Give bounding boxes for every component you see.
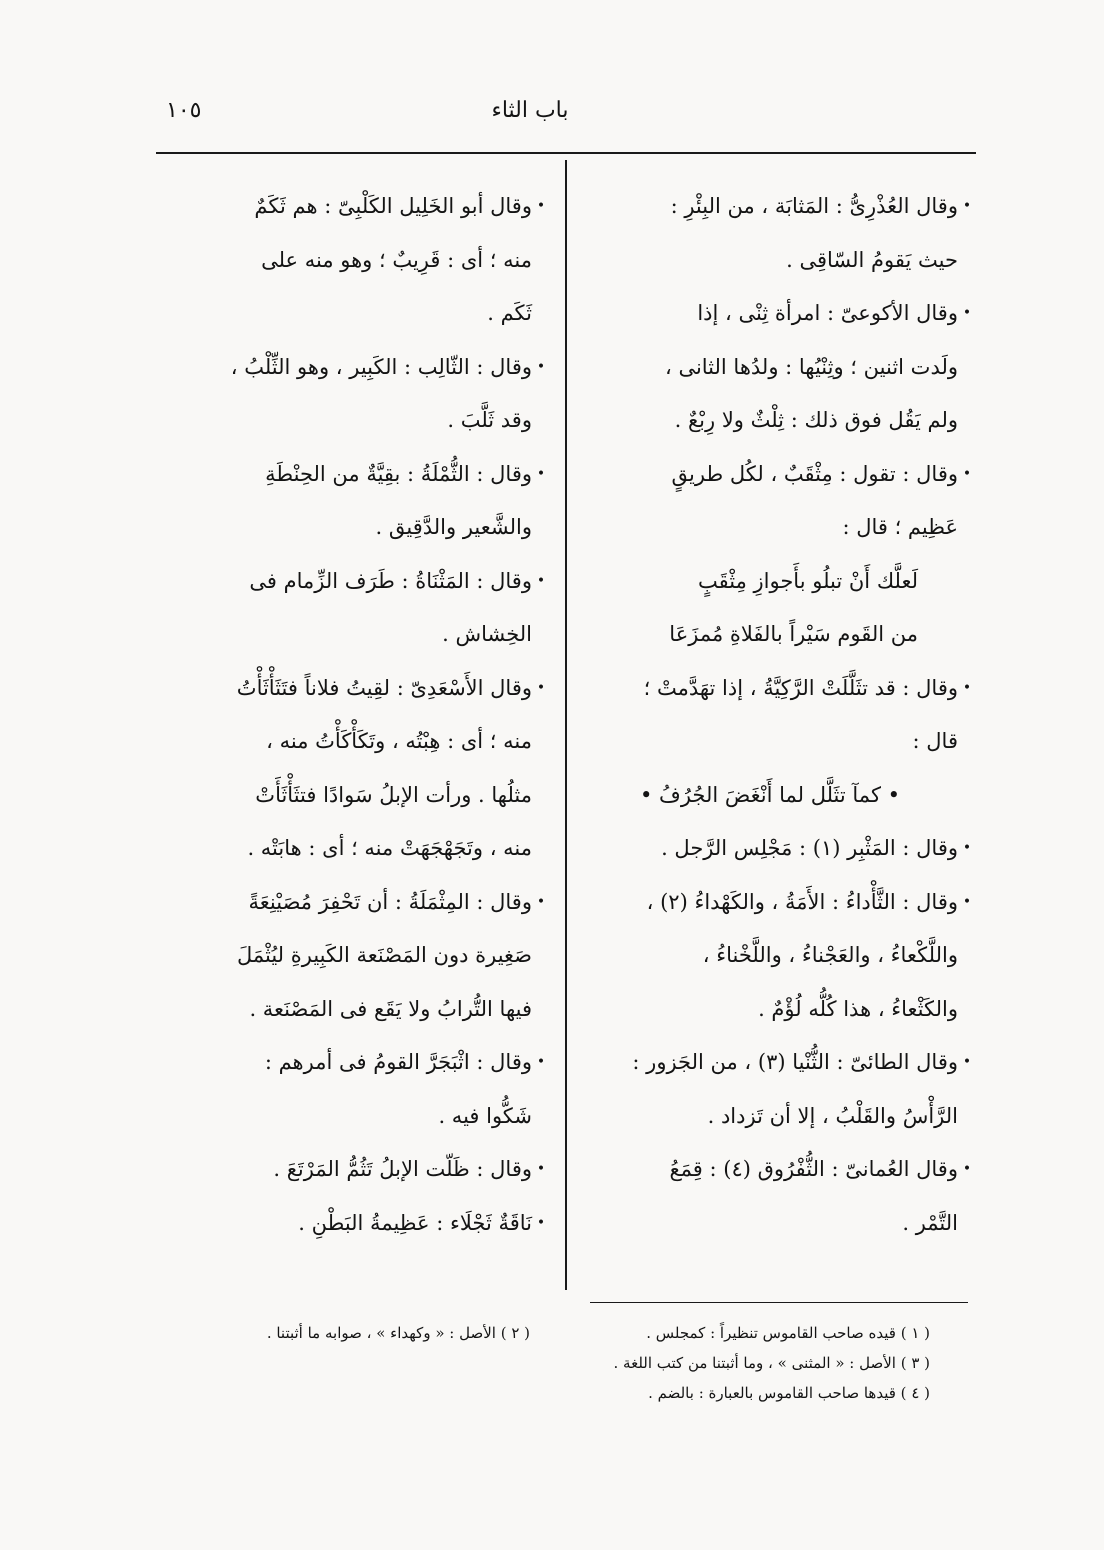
entry-bullet: • bbox=[536, 572, 546, 589]
entry-line bbox=[582, 180, 976, 234]
entry-text: وقال : الثَّأْداءُ : الأَمَةُ ، والكَهْداءُ (٢) ، bbox=[646, 889, 958, 914]
entry-text: وقال : تقول : مِثْقَبٌ ، لكُل طريقٍ bbox=[671, 461, 958, 486]
entry-bullet: • bbox=[962, 1161, 972, 1177]
footnotes-right bbox=[560, 1318, 930, 1408]
entry-bullet: • bbox=[962, 679, 972, 696]
entry-text: وقال العُمانىّ : الثُّفْرُوق (٤) : قِمَعُ bbox=[669, 1157, 958, 1181]
entry-bullet: • bbox=[962, 840, 972, 856]
entry-text: الخِشاش . bbox=[442, 622, 532, 646]
entry-bullet: • bbox=[536, 1214, 546, 1231]
entry-text: وقال : اثْبَجَرَّ القومُ فى أمرهم : bbox=[264, 1050, 532, 1074]
header-rule bbox=[156, 152, 976, 154]
entry-text: نَاقَةٌ ثَجْلَاء : عَظِيمةُ البَطْنِ . bbox=[298, 1210, 532, 1235]
entry-text: التَّمْر . bbox=[902, 1210, 958, 1235]
entry-line bbox=[150, 234, 550, 288]
entry-text: وقال أبو الخَلِيل الكَلْبِىّ : هم ثَكَمٌ bbox=[254, 194, 532, 218]
entry-text: والشَّعير والدَّقِيق . bbox=[375, 515, 532, 539]
entry-bullet: • bbox=[536, 1054, 546, 1070]
entry-line bbox=[150, 822, 550, 876]
entry-bullet: • bbox=[536, 893, 546, 910]
entry-text: صَغِيرة دون المَصْنَعة الكَبِيرةِ ليُثْمَلَ bbox=[236, 943, 532, 967]
entry-line bbox=[582, 608, 976, 662]
entry-line bbox=[582, 929, 976, 983]
entry-bullet: • bbox=[536, 465, 546, 482]
footnote: ( ٣ ) الأصل : « المثنى » ، وما أثبتنا من كتب اللغة . bbox=[613, 1354, 930, 1372]
entry-text: قال : bbox=[912, 729, 958, 753]
entry-line bbox=[150, 448, 550, 502]
entry-line bbox=[150, 180, 550, 234]
entry-line bbox=[150, 1143, 550, 1197]
footnote-rule bbox=[590, 1302, 968, 1303]
entry-line bbox=[150, 876, 550, 930]
entry-text: مثلُها . ورأت الإبلُ سَوادًا فتثَأْثَأَتْ bbox=[255, 782, 532, 807]
entry-text: وقال : المَثْبِر (١) : مَجْلِس الرَّجل . bbox=[661, 836, 958, 860]
entry-text: فيها التُّرابُ ولا يَقَع فى المَصْنَعة . bbox=[249, 996, 532, 1021]
entry-line bbox=[150, 1197, 550, 1251]
entry-line bbox=[582, 341, 976, 395]
entry-line bbox=[582, 876, 976, 930]
entry-bullet: • bbox=[536, 358, 546, 375]
entry-text: واللَّكْعاءُ ، والعَجْناءُ ، واللَّخْناءُ ، bbox=[702, 943, 958, 967]
entry-bullet: • bbox=[962, 1054, 972, 1070]
entry-text: وقال الأكوعىّ : امرأة ثِنْى ، إذا bbox=[697, 301, 958, 325]
entry-text: وقال الطائىّ : الثُّنْيا (٣) ، من الجَزور : bbox=[632, 1050, 958, 1074]
entry-line bbox=[582, 983, 976, 1037]
entry-text: وقال : قد تثَلَّلَتْ الرَّكِيَّةُ ، إذا تهَدَّمتْ ؛ bbox=[643, 675, 958, 700]
entry-text: منه ، وتَجَهْجَهَتْ منه ؛ أى : هابَتْه . bbox=[247, 836, 532, 860]
footnote: ( ٢ ) الأصل : « وكهداء » ، صوابه ما أثبتنا . bbox=[266, 1324, 530, 1342]
verse-line: لَعلَّك أَنْ تبلُو بأَجوازِ مِثْقَبٍ bbox=[698, 568, 918, 593]
entry-line bbox=[582, 662, 976, 716]
entry-bullet: • bbox=[536, 1161, 546, 1177]
entry-text: وقال : الثّالِب : الكَبِير ، وهو الثِّلْبُ ، bbox=[230, 354, 532, 379]
entry-line bbox=[150, 983, 550, 1037]
entry-text: عَظِيم ؛ قال : bbox=[842, 515, 958, 539]
entry-line bbox=[582, 287, 976, 341]
entry-line bbox=[582, 1143, 976, 1197]
entry-line bbox=[582, 234, 976, 288]
entry-line bbox=[150, 929, 550, 983]
entry-text: وقال العُذْرِىُّ : المَثابَة ، من البِئْرِ : bbox=[670, 194, 958, 218]
chapter-title: باب الثاء bbox=[491, 98, 569, 123]
entry-text: وقد ثَلَّبَ . bbox=[447, 408, 532, 432]
page-number: ١٠٥ bbox=[166, 98, 202, 123]
entry-text: وقال الأَسْعَدِىّ : لقِيتُ فلاناً فتَثَأْثَأْتُ bbox=[236, 675, 532, 700]
entry-line bbox=[150, 287, 550, 341]
left-column bbox=[150, 180, 550, 1250]
entry-text: ولَدت اثنين ؛ وثِنْيُها : ولدُها الثانى ، bbox=[664, 354, 958, 379]
entry-line bbox=[150, 555, 550, 609]
footnotes-left bbox=[170, 1318, 530, 1348]
entry-line bbox=[582, 1090, 976, 1144]
entry-text: والكَثْعاءُ ، هذا كُلُّه لُؤْمٌ . bbox=[758, 996, 958, 1021]
entry-line bbox=[150, 715, 550, 769]
entry-bullet: • bbox=[962, 198, 972, 214]
entry-text: وقال : الثُّمْلَةُ : بقِيَّةٌ من الحِنْطَةِ bbox=[265, 461, 532, 486]
entry-line bbox=[582, 448, 976, 502]
entry-line bbox=[582, 769, 976, 823]
entry-line bbox=[150, 608, 550, 662]
entry-line bbox=[150, 341, 550, 395]
entry-text: منه ؛ أى : هِبْتُه ، وتَكَأْكَأْتُ منه ، bbox=[266, 729, 532, 753]
entry-line bbox=[582, 501, 976, 555]
entry-line bbox=[582, 822, 976, 876]
entry-bullet: • bbox=[962, 305, 972, 321]
entry-bullet: • bbox=[962, 893, 972, 910]
entry-text: وقال : ظَلّت الإبلُ تَثُمُّ المَرْتَعَ . bbox=[273, 1157, 532, 1181]
entry-line bbox=[150, 662, 550, 716]
entry-text: وقال : المِثْمَلَةُ : أن تَحْفِرَ مُصَيْنِعَةً bbox=[248, 889, 532, 914]
entry-line bbox=[582, 1197, 976, 1251]
entry-line bbox=[150, 394, 550, 448]
entry-text: حيث يَقومُ السّاقِى . bbox=[786, 247, 958, 272]
entry-line bbox=[150, 1036, 550, 1090]
right-column bbox=[582, 180, 976, 1250]
entry-text: وقال : المَثْنَاةُ : طَرَف الزِّمام فى bbox=[249, 568, 532, 593]
entry-line bbox=[150, 501, 550, 555]
verse-line: • كمآ تثَلَّل لما أَنْغَضَ الجُرُفُ • bbox=[639, 782, 901, 807]
entry-line bbox=[582, 1036, 976, 1090]
entry-line bbox=[582, 555, 976, 609]
entry-text: ثَكَم . bbox=[487, 301, 532, 325]
entry-line bbox=[582, 715, 976, 769]
entry-text: الرَّأْسُ والقَلْبُ ، إلا أن تَزداد . bbox=[707, 1103, 958, 1128]
footnote: ( ٤ ) قيدها صاحب القاموس بالعبارة : بالضم . bbox=[648, 1384, 930, 1402]
entry-bullet: • bbox=[536, 198, 546, 214]
entry-text: شَكُّوا فيه . bbox=[438, 1103, 532, 1128]
entry-line bbox=[582, 394, 976, 448]
entry-line bbox=[150, 1090, 550, 1144]
verse-line: من القَوم سَيْراً بالفَلاةِ مُمزَعَا bbox=[669, 622, 918, 646]
entry-bullet: • bbox=[962, 465, 972, 482]
entry-text: منه ؛ أى : قَرِيبٌ ؛ وهو منه على bbox=[261, 247, 532, 272]
column-divider bbox=[565, 160, 567, 1290]
entry-bullet: • bbox=[536, 679, 546, 696]
entry-line bbox=[150, 769, 550, 823]
footnote: ( ١ ) قيده صاحب القاموس تنظيراً : كمجلس . bbox=[646, 1324, 930, 1342]
entry-text: ولم يَقُل فوق ذلك : ثِلْثٌ ولا رِبْعٌ . bbox=[674, 408, 958, 432]
